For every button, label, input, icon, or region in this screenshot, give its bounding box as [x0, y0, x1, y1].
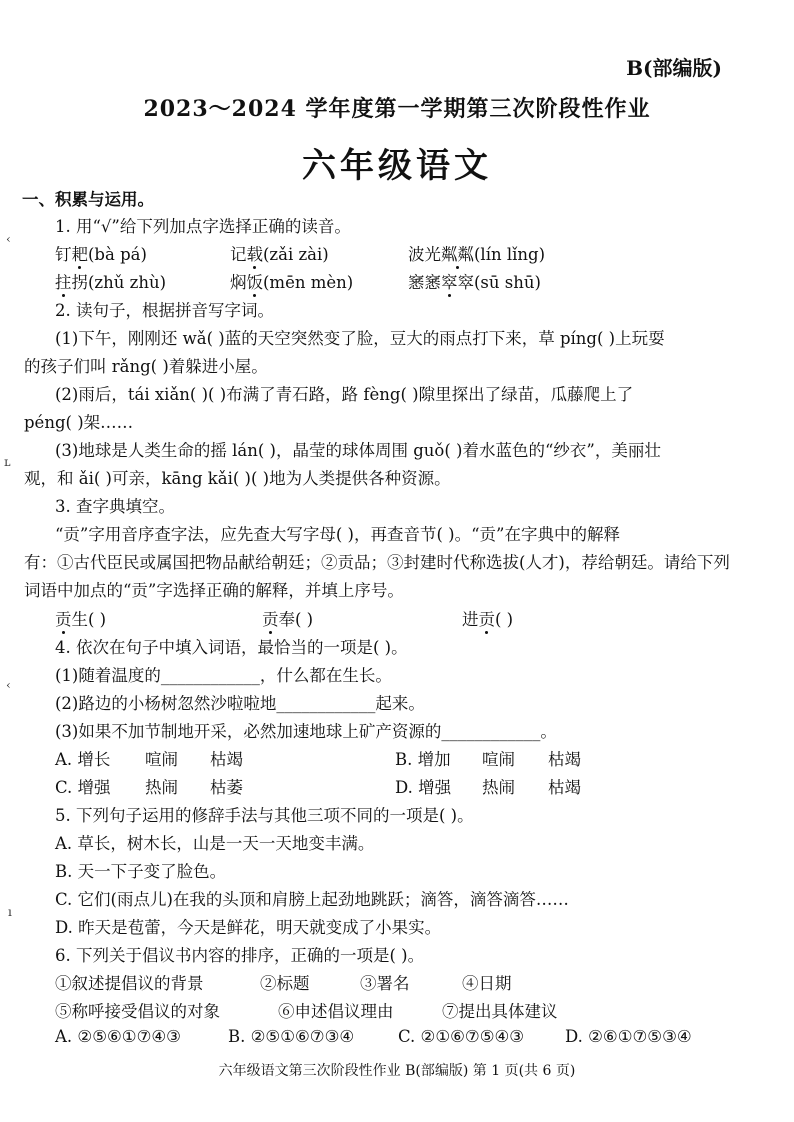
q4-option-a-w3: 枯竭 — [210, 750, 243, 769]
q4-option-b-w3: 枯竭 — [548, 750, 581, 769]
q6-option-c: C. ②①⑥⑦⑤④③ — [398, 1027, 525, 1046]
q4-option-a: A. 增长 — [55, 750, 111, 769]
q6-option-d: D. ②⑥①⑦⑤③④ — [565, 1027, 692, 1046]
q4-option-c: C. 增强 — [55, 778, 111, 797]
q4-option-d-w3: 枯竭 — [548, 778, 581, 797]
subject-title: 六年级语文 — [302, 146, 492, 186]
q3-word-2: 贡奉( ) — [262, 610, 314, 629]
q6-item: ④日期 — [462, 974, 512, 993]
q4-option-a-w2: 喧闹 — [145, 750, 178, 769]
scan-mark: ‹ — [6, 232, 11, 246]
q4-line: (2)路边的小杨树忽然沙啦啦地____________起来。 — [55, 694, 425, 713]
q4-option-b-w2: 喧闹 — [482, 750, 515, 769]
scan-mark: ʟ — [4, 455, 11, 469]
q1-item-5: 焖饭(mēn mèn) — [230, 273, 354, 292]
q5-option-d: D. 昨天是苞蕾，今天是鲜花，明天就变成了小果实。 — [55, 918, 442, 937]
q1-item-3: 波光粼粼(lín lǐng) — [408, 245, 546, 264]
exam-title: 2023～2024 学年度第一学期第三次阶段性作业 — [143, 96, 651, 122]
q2-line: péng( )架…… — [24, 413, 134, 432]
q5-option-c: C. 它们(雨点儿)在我的头顶和肩膀上起劲地跳跃；滴答，滴答滴答…… — [55, 890, 569, 909]
q4-option-d: D. 增强 — [395, 778, 452, 797]
q3-line: 词语中加点的“贡”字选择正确的解释，并填上序号。 — [24, 581, 404, 600]
q6-option-a: A. ②⑤⑥①⑦④③ — [55, 1027, 181, 1046]
q4-line: (1)随着温度的____________，什么都在生长。 — [55, 666, 392, 685]
page-footer: 六年级语文第三次阶段性作业 B(部编版) 第 1 页(共 6 页) — [218, 1063, 576, 1079]
q2-stem: 2. 读句子，根据拼音写字词。 — [55, 301, 274, 320]
scan-mark: ı — [8, 905, 12, 919]
q6-item: ①叙述提倡议的背景 — [55, 974, 204, 993]
q2-line: (1)下午，刚刚还 wǎ( )蓝的天空突然变了脸，豆大的雨点打下来，草 píng( )上玩耍 — [55, 329, 665, 348]
q2-line: (2)雨后，tái xiǎn( )( )布满了青石路，路 fèng( )隙里探出了绿苗，瓜藤爬上了 — [55, 385, 634, 404]
q6-option-b: B. ②⑤①⑥⑦③④ — [228, 1027, 355, 1046]
q2-line: 的孩子们叫 rǎng( )着躲进小屋。 — [24, 357, 268, 376]
q1-stem: 1. 用“√”给下列加点字选择正确的读音。 — [55, 217, 351, 236]
q4-option-d-w2: 热闹 — [482, 778, 515, 797]
q5-option-a: A. 草长，树木长，山是一天一天地变丰满。 — [55, 834, 375, 853]
q3-line: “贡”字用音序查字法，应先查大写字母( )，再查音节( )。“贡”在字典中的解释 — [55, 525, 620, 544]
q1-item-6: 窸窸窣窣(sū shū) — [408, 273, 541, 292]
scan-mark: ‹ — [6, 678, 11, 692]
q4-option-c-w2: 热闹 — [145, 778, 178, 797]
q4-option-c-w3: 枯萎 — [210, 778, 243, 797]
q5-stem: 5. 下列句子运用的修辞手法与其他三项不同的一项是( )。 — [55, 806, 474, 825]
q4-option-b: B. 增加 — [395, 750, 451, 769]
q5-option-b: B. 天一下子变了脸色。 — [55, 862, 227, 881]
q2-line: (3)地球是人类生命的摇 lán( )，晶莹的球体周围 guǒ( )着水蓝色的“纱衣”，美丽壮 — [55, 441, 661, 460]
q6-item: ⑥申述倡议理由 — [278, 1002, 394, 1021]
q1-item-1: 钉耙(bà pá) — [55, 245, 147, 264]
q1-item-4: 拄拐(zhǔ zhù) — [55, 273, 167, 292]
q3-word-3: 进贡( ) — [462, 610, 514, 629]
q2-line: 观，和 ǎi( )可亲，kāng kǎi( )( )地为人类提供各种资源。 — [24, 469, 451, 488]
q6-item: ⑦提出具体建议 — [442, 1002, 558, 1021]
q6-item: ③署名 — [360, 974, 410, 993]
q4-stem: 4. 依次在句子中填入词语，最恰当的一项是( )。 — [55, 638, 408, 657]
q3-word-1: 贡生( ) — [55, 610, 107, 629]
q4-line: (3)如果不加节制地开采，必然加速地球上矿产资源的____________。 — [55, 722, 557, 741]
q3-line: 有：①古代臣民或属国把物品献给朝廷；②贡品；③封建时代称选拔(人才)，荐给朝廷。请给下列 — [24, 553, 730, 572]
q3-stem: 3. 查字典填空。 — [55, 497, 175, 516]
q6-stem: 6. 下列关于倡议书内容的排序，正确的一项是( )。 — [55, 946, 425, 965]
q1-item-2: 记载(zǎi zài) — [230, 245, 329, 264]
section-heading: 一、积累与运用。 — [22, 190, 154, 209]
q6-item: ⑤称呼接受倡议的对象 — [55, 1002, 220, 1021]
q6-item: ②标题 — [260, 974, 310, 993]
edition-label: B(部编版) — [626, 56, 722, 80]
